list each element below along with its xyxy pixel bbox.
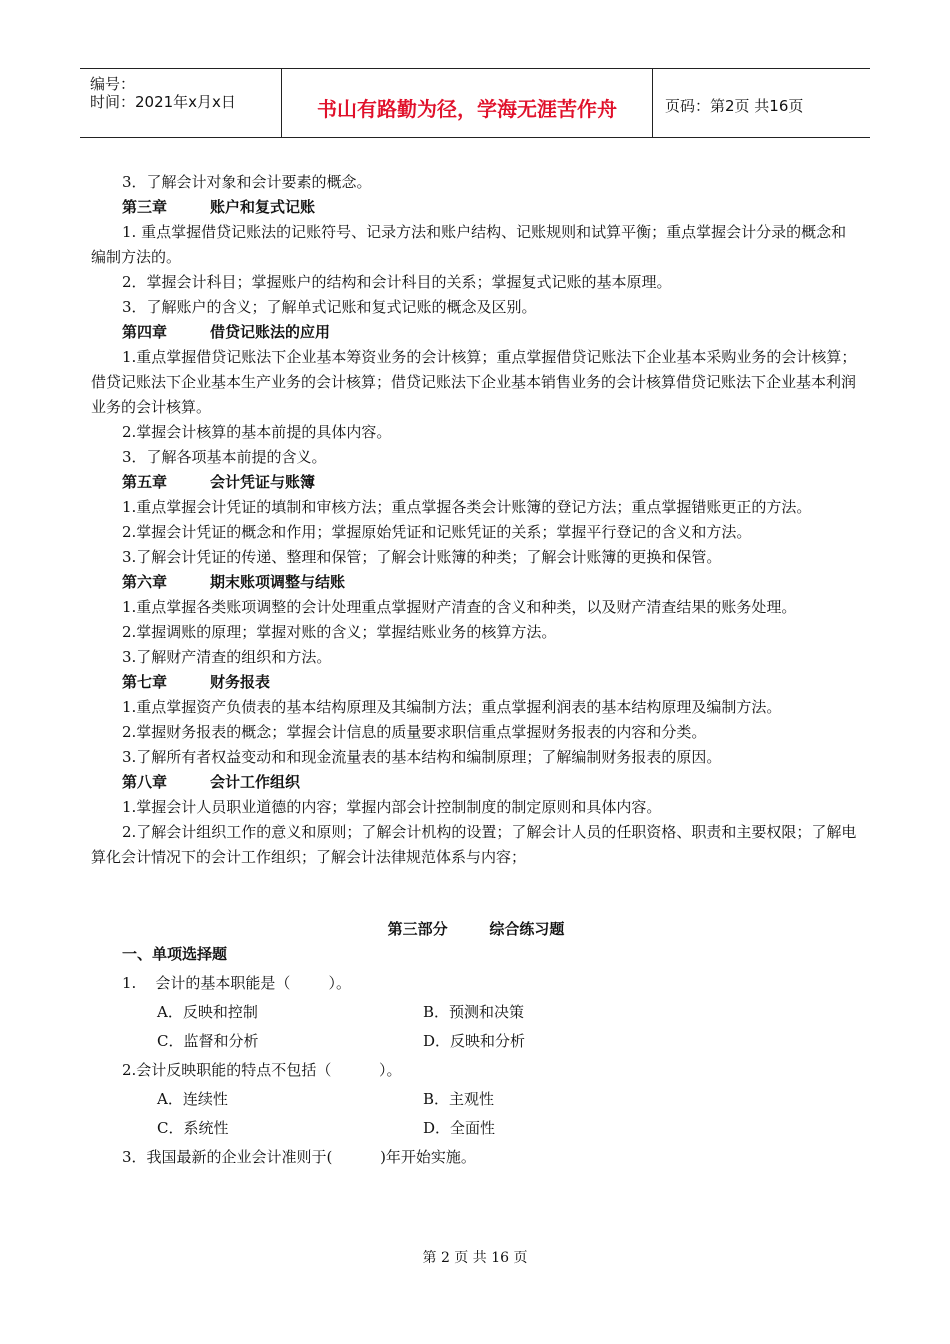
chapter-heading — [91, 195, 861, 220]
header-page-number: 页码：第2页 共16页 — [665, 97, 804, 115]
body-paragraph: 1.掌握会计人员职业道德的内容；掌握内部会计控制制度的制定原则和具体内容。 — [122, 798, 662, 816]
header-left-cell — [80, 69, 282, 137]
body-paragraph: 2．掌握会计科目；掌握账户的结构和会计科目的关系；掌握复式记账的基本原理。 — [122, 273, 672, 291]
chapter-title: 会计凭证与账簿 — [210, 473, 316, 491]
question-1-options-row2 — [91, 1029, 861, 1054]
option-a: A．反映和控制 — [157, 1003, 258, 1021]
body-paragraph: 1.重点掌握各类账项调整的会计处理重点掌握财产清查的含义和种类，以及财产清查结果的账务处理。 — [122, 598, 797, 616]
question-1-options-row1 — [91, 1000, 861, 1025]
header-right-cell — [653, 69, 870, 137]
body-paragraph: 1.重点掌握借贷记账法下企业基本筹资业务的会计核算；重点掌握借贷记账法下企业基本采购业务的会计核算；借贷记账法下企业基本生产业务的会计核算；借贷记账法下企业基本销售业务的会计核算借贷记账法下企业基本利润业务的会计核算。 — [91, 348, 857, 416]
chapter-title: 借贷记账法的应用 — [210, 323, 331, 341]
body-paragraph: 3.了解会计凭证的传递、整理和保管；了解会计账簿的种类；了解会计账簿的更换和保管。 — [122, 548, 722, 566]
chapter-heading — [91, 570, 861, 595]
body-paragraph: 2.掌握调账的原理；掌握对账的含义；掌握结账业务的核算方法。 — [122, 623, 557, 641]
body-paragraph: 3.了解财产清查的组织和方法。 — [122, 648, 332, 666]
header-center-cell — [282, 69, 653, 137]
chapter-title: 会计工作组织 — [210, 773, 301, 791]
body-paragraph: 2.掌握财务报表的概念；掌握会计信息的质量要求职信重点掌握财务报表的内容和分类。 — [122, 723, 707, 741]
chapter-title: 账户和复式记账 — [210, 198, 316, 216]
option-d: D．全面性 — [423, 1119, 496, 1137]
question-3: 3．我国最新的企业会计准则于( )年开始实施。 — [122, 1148, 476, 1166]
header-motto: 书山有路勤为径，学海无涯苦作舟 — [317, 97, 617, 121]
option-b: B．预测和决策 — [423, 1003, 525, 1021]
body-paragraph: 2.掌握会计核算的基本前提的具体内容。 — [122, 423, 392, 441]
option-c: C．系统性 — [157, 1119, 229, 1137]
body-paragraph: 2.掌握会计凭证的概念和作用；掌握原始凭证和记账凭证的关系；掌握平行登记的含义和方法。 — [122, 523, 752, 541]
question-1: 1. 会计的基本职能是（ ）。 — [122, 974, 352, 992]
body-paragraph: 3．了解会计对象和会计要素的概念。 — [122, 173, 372, 191]
section-title: 第三部分 综合练习题 — [387, 920, 565, 938]
chapter-number: 第七章 — [122, 673, 168, 691]
chapter-number: 第五章 — [122, 473, 168, 491]
page-header — [80, 68, 870, 138]
question-2: 2.会计反映职能的特点不包括（ ）。 — [122, 1061, 402, 1079]
chapter-number: 第八章 — [122, 773, 168, 791]
body-paragraph: 1.重点掌握会计凭证的填制和审核方法；重点掌握各类会计账簿的登记方法；重点掌握错账更正的方法。 — [122, 498, 812, 516]
question-2-options-row1 — [91, 1087, 861, 1112]
chapter-heading — [91, 770, 861, 795]
question-2-options-row2 — [91, 1116, 861, 1141]
chapter-heading — [91, 670, 861, 695]
body-paragraph: 1.重点掌握资产负债表的基本结构原理及其编制方法；重点掌握利润表的基本结构原理及编制方法。 — [122, 698, 782, 716]
header-number: 编号： — [90, 75, 136, 93]
page-footer: 第 2 页 共 16 页 — [422, 1250, 528, 1266]
header-time: 时间：2021年x月x日 — [90, 93, 236, 111]
option-d: D．反映和分析 — [423, 1032, 526, 1050]
subsection-title: 一、单项选择题 — [122, 945, 228, 963]
body-paragraph: 3．了解账户的含义；了解单式记账和复式记账的概念及区别。 — [122, 298, 537, 316]
body-paragraph: 2.了解会计组织工作的意义和原则；了解会计机构的设置；了解会计人员的任职资格、职责和主要权限；了解电算化会计情况下的会计工作组织；了解会计法律规范体系与内容； — [91, 823, 857, 866]
option-a: A．连续性 — [157, 1090, 228, 1108]
chapter-number: 第四章 — [122, 323, 168, 341]
option-b: B．主观性 — [423, 1090, 495, 1108]
chapter-number: 第三章 — [122, 198, 168, 216]
chapter-heading — [91, 320, 861, 345]
chapter-title: 财务报表 — [210, 673, 271, 691]
chapter-heading — [91, 470, 861, 495]
chapter-number: 第六章 — [122, 573, 168, 591]
document-body — [91, 170, 861, 1170]
body-paragraph: 3.了解所有者权益变动和和现金流量表的基本结构和编制原理；了解编制财务报表的原因。 — [122, 748, 722, 766]
chapter-title: 期末账项调整与结账 — [210, 573, 346, 591]
body-paragraph: 3．了解各项基本前提的含义。 — [122, 448, 327, 466]
body-paragraph: 1. 重点掌握借贷记账法的记账符号、记录方法和账户结构、记账规则和试算平衡；重点掌握会计分录的概念和编制方法的。 — [91, 223, 847, 266]
option-c: C．监督和分析 — [157, 1032, 259, 1050]
